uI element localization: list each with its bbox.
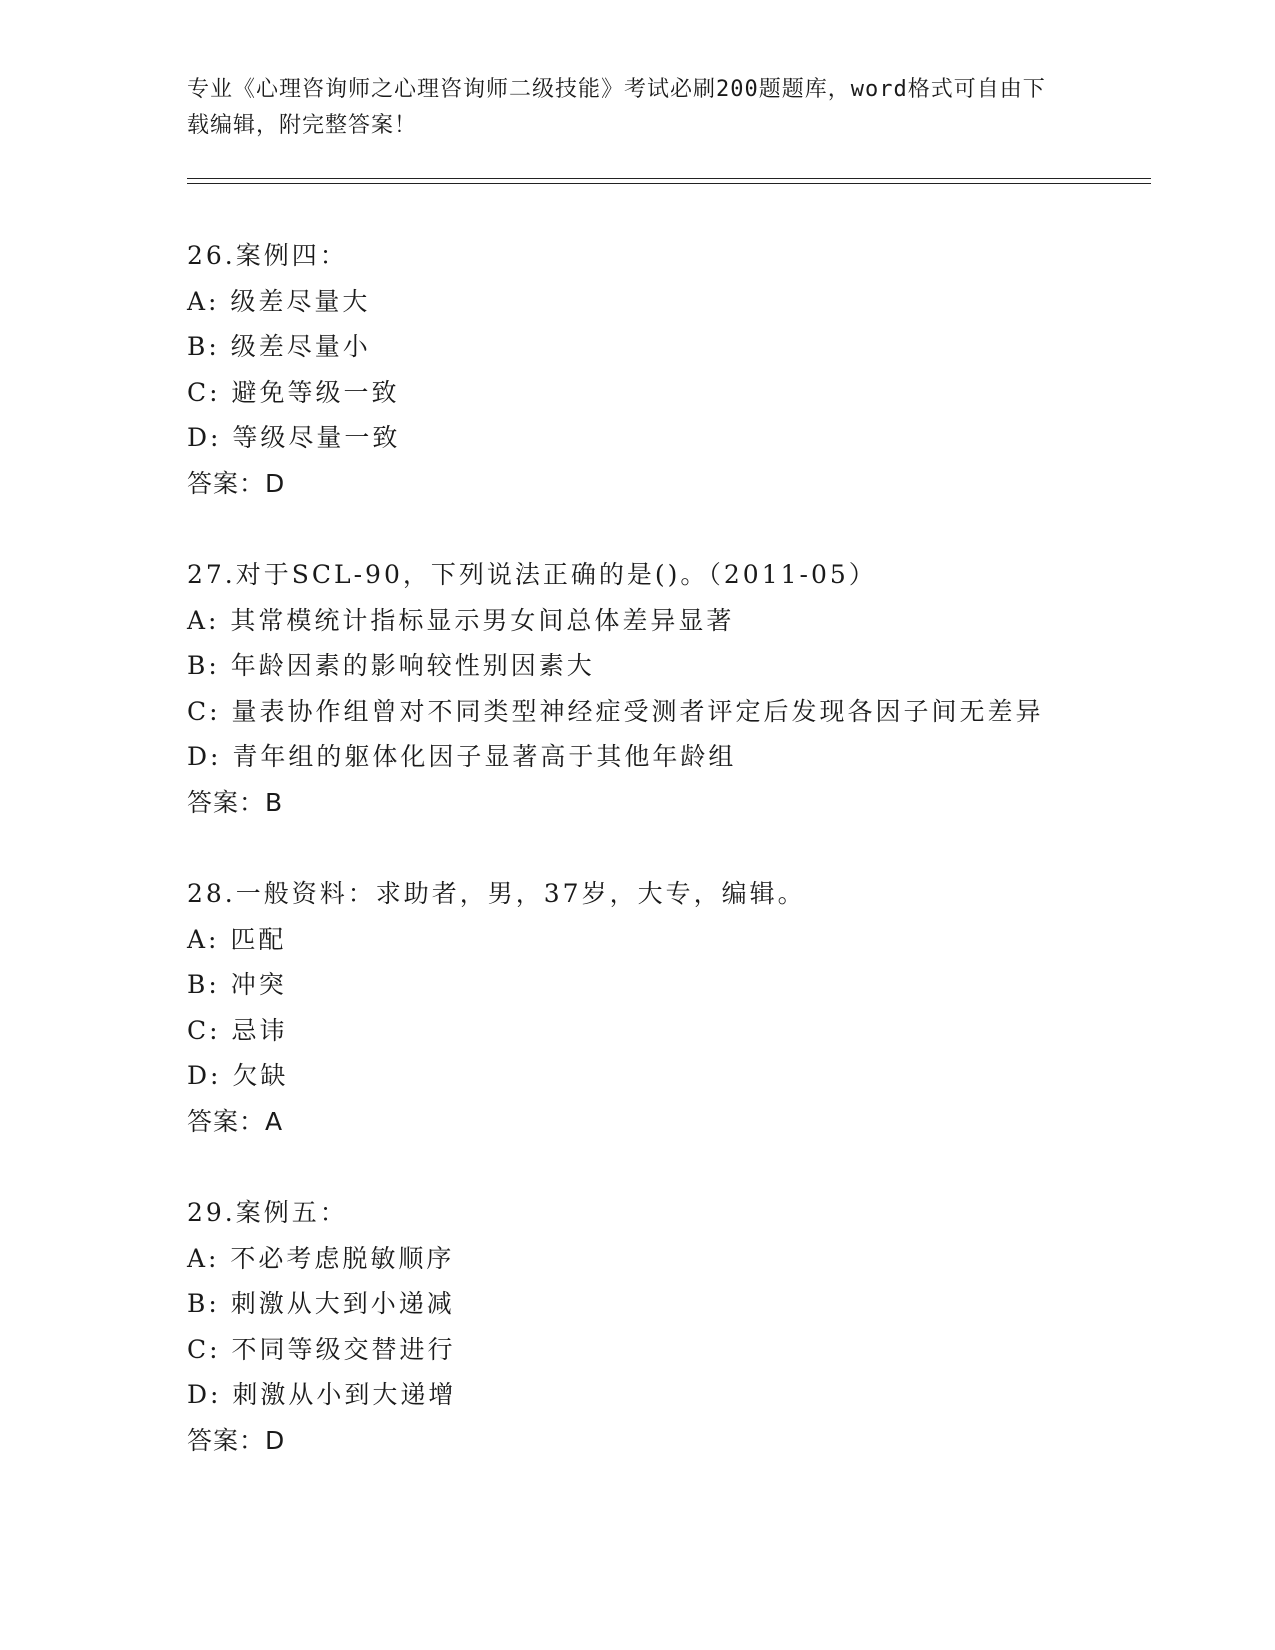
- option-a: A: 匹配: [187, 924, 287, 954]
- question-26: [187, 233, 1107, 506]
- question-27: [187, 552, 1107, 825]
- header-divider-bottom: [187, 183, 1151, 184]
- option-d: D: 等级尽量一致: [187, 423, 401, 452]
- answer-line: 答案：A: [187, 1106, 284, 1136]
- answer-line: 答案：B: [187, 787, 284, 817]
- document-header: 专业《心理咨询师之心理咨询师二级技能》考试必刷200题题库，word格式可自由下载编辑，附完整答案！: [187, 77, 1046, 138]
- question-stem: 28.一般资料：求助者，男，37岁，大专，编辑。: [187, 879, 806, 908]
- question-29: [187, 1190, 1107, 1463]
- option-a: A: 级差尽量大: [187, 286, 371, 316]
- option-c: C: 量表协作组曾对不同类型神经症受测者评定后发现各因子间无差异: [187, 696, 1044, 726]
- header-divider-top: [187, 178, 1151, 179]
- option-b: B: 冲突: [187, 970, 287, 999]
- answer-line: 答案：D: [187, 1425, 286, 1455]
- option-b: B: 刺激从大到小递减: [187, 1289, 455, 1318]
- question-stem: 27.对于SCL-90，下列说法正确的是()。（2011-05）: [187, 560, 877, 589]
- option-a: A: 其常模统计指标显示男女间总体差异显著: [187, 605, 735, 635]
- option-d: D: 刺激从小到大递增: [187, 1380, 457, 1409]
- option-d: D: 欠缺: [187, 1061, 289, 1090]
- option-c: C: 不同等级交替进行: [187, 1334, 456, 1364]
- option-d: D: 青年组的躯体化因子显著高于其他年龄组: [187, 742, 737, 771]
- option-a: A: 不必考虑脱敏顺序: [187, 1243, 455, 1273]
- answer-line: 答案：D: [187, 468, 286, 498]
- option-c: C: 忌讳: [187, 1015, 288, 1045]
- question-stem: 29.案例五：: [187, 1198, 348, 1227]
- option-b: B: 级差尽量小: [187, 332, 371, 361]
- question-28: [187, 871, 1107, 1144]
- option-b: B: 年龄因素的影响较性别因素大: [187, 651, 595, 680]
- option-c: C: 避免等级一致: [187, 377, 400, 407]
- question-stem: 26.案例四：: [187, 241, 348, 270]
